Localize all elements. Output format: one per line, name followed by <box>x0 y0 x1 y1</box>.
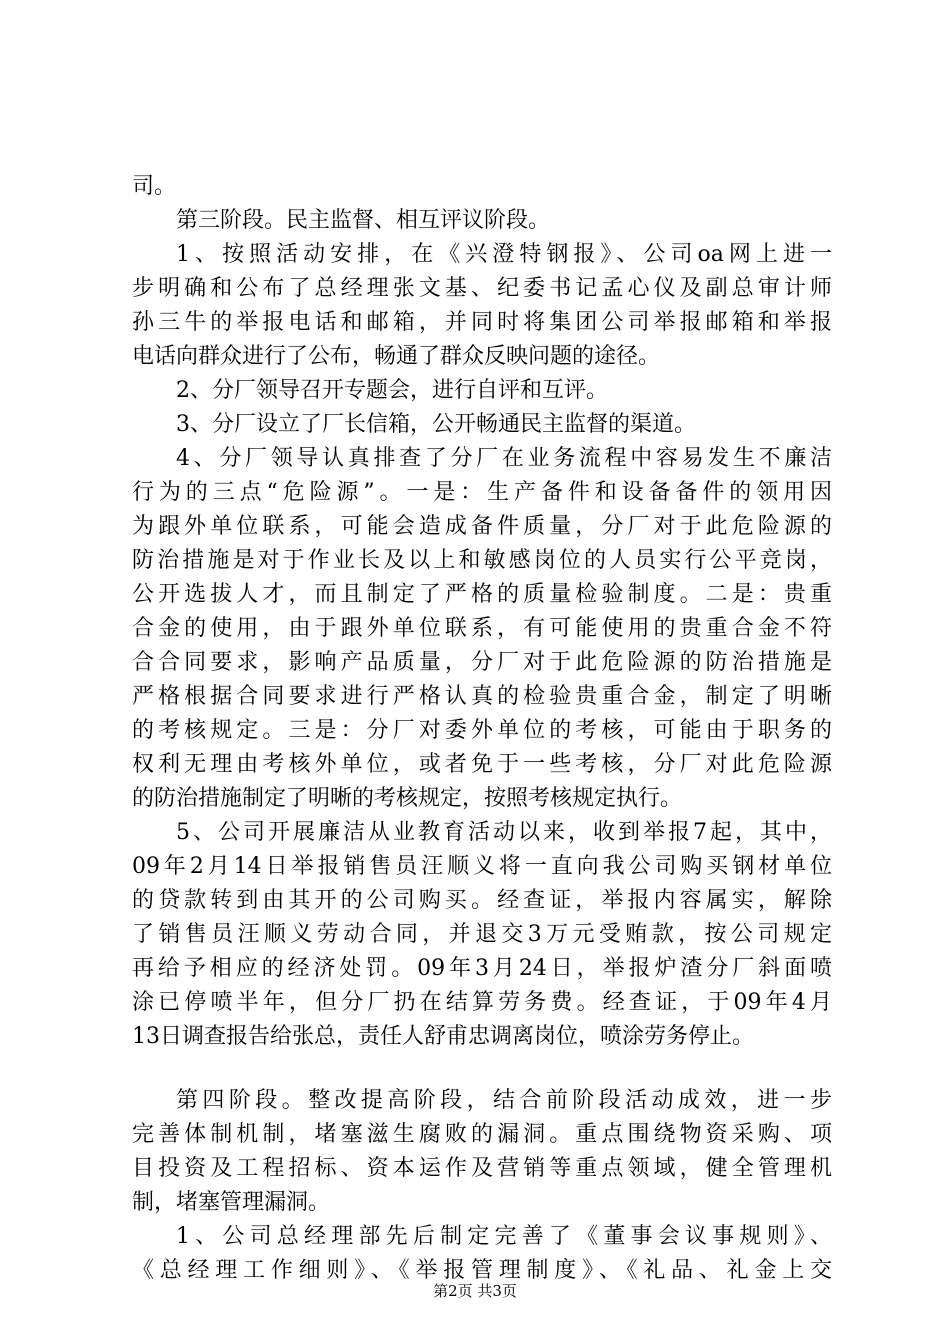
text-line: 09年2月14日举报销售员汪顺义将一直向我公司购买钢材单位 <box>132 854 832 879</box>
text-line: 合金的使用，由于跟外单位联系，有可能使用的贵重合金不符 <box>132 616 832 641</box>
text-line: 2、分厂领导召开专题会，进行自评和互评。 <box>176 378 608 403</box>
text-line: 的贷款转到由其开的公司购买。经查证，举报内容属实，解除 <box>132 888 832 913</box>
page-number: 第2页 共3页 <box>433 1282 517 1300</box>
text-line: 5、公司开展廉洁从业教育活动以来，收到举报7起，其中， <box>176 820 832 845</box>
text-line: 再给予相应的经济处罚。09年3月24日，举报炉渣分厂斜面喷 <box>132 956 832 981</box>
text-line: 防治措施是对于作业长及以上和敏感岗位的人员实行公平竞岗， <box>132 548 832 573</box>
text-line: 1、公司总经理部先后制定完善了《董事会议事规则》、 <box>176 1224 832 1249</box>
text-line: 公开选拔人才，而且制定了严格的质量检验制度。二是：贵重 <box>132 582 832 607</box>
text-line: 严格根据合同要求进行严格认真的检验贵重合金，制定了明晰 <box>132 684 832 709</box>
text-line: 3、分厂设立了厂长信箱，公开畅通民主监督的渠道。 <box>176 412 696 437</box>
text-line: 目投资及工程招标、资本运作及营销等重点领域，健全管理机 <box>132 1156 832 1181</box>
text-line: 司。 <box>132 174 177 199</box>
text-line: 的防治措施制定了明晰的考核规定，按照考核规定执行。 <box>132 786 683 811</box>
text-line: 涂已停喷半年，但分厂扔在结算劳务费。经查证，于09年4月 <box>132 990 832 1015</box>
section-heading: 第三阶段。民主监督、相互评议阶段。 <box>176 208 551 233</box>
text-line: 合合同要求，影响产品质量，分厂对于此危险源的防治措施是 <box>132 650 832 675</box>
text-line: 的考核规定。三是：分厂对委外单位的考核，可能由于职务的 <box>132 718 832 743</box>
section-heading: 第四阶段。整改提高阶段，结合前阶段活动成效，进一步 <box>176 1088 832 1113</box>
text-line: 孙三牛的举报电话和邮箱，并同时将集团公司举报邮箱和举报 <box>132 310 832 335</box>
text-line: 《总经理工作细则》、《举报管理制度》、《礼品、礼金上交 <box>132 1258 832 1283</box>
text-line: 权利无理由考核外单位，或者免于一些考核，分厂对此危险源 <box>132 752 832 777</box>
text-line: 步明确和公布了总经理张文基、纪委书记孟心仪及副总审计师 <box>132 276 832 301</box>
text-line: 了销售员汪顺义劳动合同，并退交3万元受贿款，按公司规定 <box>132 922 832 947</box>
text-line: 1、按照活动安排，在《兴澄特钢报》、公司oa网上进一 <box>176 242 832 267</box>
text-line: 为跟外单位联系，可能会造成备件质量，分厂对于此危险源的 <box>132 514 832 539</box>
text-line: 13日调查报告给张总，责任人舒甫忠调离岗位，喷涂劳务停止。 <box>132 1024 754 1049</box>
document-body <box>132 170 832 1288</box>
text-line: 电话向群众进行了公布，畅通了群众反映问题的途径。 <box>132 344 661 369</box>
text-line: 4、分厂领导认真排查了分厂在业务流程中容易发生不廉洁 <box>176 446 832 471</box>
text-line: 行为的三点“危险源”。一是：生产备件和设备备件的领用因 <box>132 480 832 505</box>
text-line: 完善体制机制，堵塞滋生腐败的漏洞。重点围绕物资采购、项 <box>132 1122 832 1147</box>
paragraph-gap <box>132 1054 832 1084</box>
text-line: 制，堵塞管理漏洞。 <box>132 1190 331 1215</box>
